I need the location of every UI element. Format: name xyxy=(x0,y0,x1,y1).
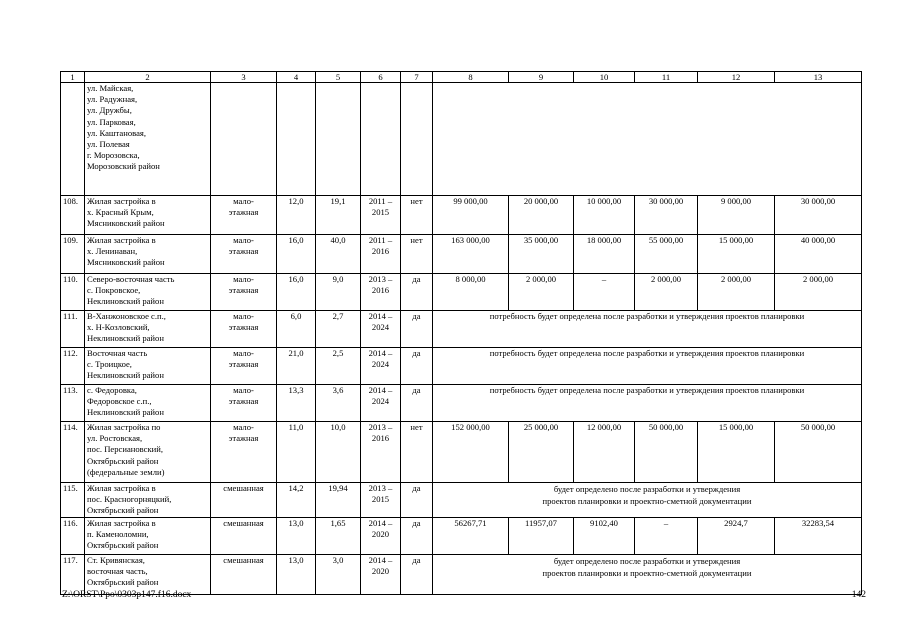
volume-value: 1,65 xyxy=(316,518,361,555)
status-value: да xyxy=(401,385,433,422)
line: смешанная xyxy=(223,483,264,493)
column-header: 5 xyxy=(316,72,361,83)
amount-c10: 10 000,00 xyxy=(574,196,635,235)
line: смешанная xyxy=(223,518,264,528)
line: 2014 – xyxy=(368,555,393,565)
amount-c13: 2 000,00 xyxy=(775,274,862,311)
line: В-Ханжоновское с.п., xyxy=(87,311,166,321)
column-header: 1 xyxy=(61,72,85,83)
status-value: нет xyxy=(401,235,433,274)
area-value: 14,2 xyxy=(277,483,316,518)
status-value: да xyxy=(401,555,433,595)
volume-value: 40,0 xyxy=(316,235,361,274)
column-header: 7 xyxy=(401,72,433,83)
amount-c13: 50 000,00 xyxy=(775,422,862,483)
line: Октябрьский район xyxy=(87,455,159,466)
line: 2013 – xyxy=(368,274,393,284)
object-name xyxy=(85,274,211,311)
amount-c11: 50 000,00 xyxy=(635,422,698,483)
amount-c11: 55 000,00 xyxy=(635,235,698,274)
status-value: нет xyxy=(401,196,433,235)
row-number: 108. xyxy=(61,196,85,235)
table-row xyxy=(61,483,862,518)
building-type xyxy=(211,311,277,348)
status-value: да xyxy=(401,311,433,348)
table-row xyxy=(61,196,862,235)
object-name xyxy=(85,518,211,555)
line: с. Федоровка, xyxy=(87,385,137,395)
row-number: 113. xyxy=(61,385,85,422)
line: будет определено после разработки и утверждения xyxy=(553,484,741,494)
line: 2014 – xyxy=(368,518,393,528)
row-number: 115. xyxy=(61,483,85,518)
line: ул. Каштановая, xyxy=(87,127,146,138)
column-header: 2 xyxy=(85,72,211,83)
line: этажная xyxy=(228,322,259,333)
line: с. Троицкое, xyxy=(87,359,132,370)
amount-c13: 40 000,00 xyxy=(775,235,862,274)
line: пос. Персиановский, xyxy=(87,444,164,455)
amount-c8: 99 000,00 xyxy=(433,196,509,235)
line: пос. Красногорняцкий, xyxy=(87,494,172,505)
line: х. Красный Крым, xyxy=(87,207,154,218)
line: Жилая застройка в xyxy=(87,518,156,528)
line: этажная xyxy=(228,433,259,444)
volume-value: 3,6 xyxy=(316,385,361,422)
table-row xyxy=(61,555,862,595)
area-value: 13,3 xyxy=(277,385,316,422)
column-header: 3 xyxy=(211,72,277,83)
line: смешанная xyxy=(223,555,264,565)
line: ул. Дружбы, xyxy=(87,105,132,116)
amount-c8: 56267,71 xyxy=(433,518,509,555)
line: мало- xyxy=(233,196,254,206)
period xyxy=(361,196,401,235)
amount-c10: 9102,40 xyxy=(574,518,635,555)
amount-c9: 35 000,00 xyxy=(509,235,574,274)
status-value: да xyxy=(401,483,433,518)
building-type xyxy=(211,422,277,483)
column-header: 9 xyxy=(509,72,574,83)
object-name xyxy=(85,483,211,518)
building-type xyxy=(211,555,277,595)
row-number: 117. xyxy=(61,555,85,595)
line: Октябрьский район xyxy=(87,577,159,588)
line: ул. Парковая, xyxy=(87,116,136,127)
line: 2013 – xyxy=(368,483,393,493)
volume-value: 2,7 xyxy=(316,311,361,348)
area-value: 16,0 xyxy=(277,274,316,311)
line: 2024 xyxy=(371,359,390,370)
column-header: 12 xyxy=(698,72,775,83)
line: Неклиновский район xyxy=(87,296,164,307)
line: 2014 – xyxy=(368,311,393,321)
table-row xyxy=(61,235,862,274)
volume-value: 2,5 xyxy=(316,348,361,385)
status-value: нет xyxy=(401,422,433,483)
area-value: 16,0 xyxy=(277,235,316,274)
amount-c8: 163 000,00 xyxy=(433,235,509,274)
area-value: 13,0 xyxy=(277,555,316,595)
line: 2016 xyxy=(371,246,390,257)
period xyxy=(361,274,401,311)
building-type xyxy=(211,518,277,555)
amount-c8: 8 000,00 xyxy=(433,274,509,311)
line: Жилая застройка в xyxy=(87,196,156,206)
building-type xyxy=(211,196,277,235)
object-name xyxy=(85,385,211,422)
status-value: да xyxy=(401,348,433,385)
amount-c13: 30 000,00 xyxy=(775,196,862,235)
note-text xyxy=(433,483,862,518)
line: Жилая застройка по xyxy=(87,422,161,432)
line: Октябрьский район xyxy=(87,540,159,551)
line: этажная xyxy=(228,285,259,296)
line: Федоровское с.п., xyxy=(87,396,152,407)
line: мало- xyxy=(233,311,254,321)
line: мало- xyxy=(233,422,254,432)
line: Неклиновский район xyxy=(87,370,164,381)
status-value: да xyxy=(401,274,433,311)
amount-c12: 15 000,00 xyxy=(698,235,775,274)
page-number: 142 xyxy=(851,590,866,600)
line: этажная xyxy=(228,359,259,370)
line: 2020 xyxy=(371,566,390,577)
line: х. Ленинаван, xyxy=(87,246,138,257)
column-header: 13 xyxy=(775,72,862,83)
line: 2016 xyxy=(371,433,390,444)
line: 2011 – xyxy=(368,196,393,206)
amount-c8: 152 000,00 xyxy=(433,422,509,483)
status-value: да xyxy=(401,518,433,555)
amount-c12: 15 000,00 xyxy=(698,422,775,483)
line: Неклиновский район xyxy=(87,407,164,418)
line: 2011 – xyxy=(368,235,393,245)
line: (федеральные земли) xyxy=(87,466,165,477)
volume-value: 19,94 xyxy=(316,483,361,518)
line: Жилая застройка в xyxy=(87,483,156,493)
line: 2015 xyxy=(371,494,390,505)
line: с. Покровское, xyxy=(87,285,141,296)
line: восточная часть, xyxy=(87,566,148,577)
amount-c9: 2 000,00 xyxy=(509,274,574,311)
table-row xyxy=(61,385,862,422)
line: этажная xyxy=(228,246,259,257)
line: Октябрьский район xyxy=(87,505,159,516)
line: Ст. Кривянская, xyxy=(87,555,145,565)
line: этажная xyxy=(228,207,259,218)
line: 2014 – xyxy=(368,385,393,395)
object-name xyxy=(85,83,211,196)
file-path: Z:\ORST\Ppo\0303p147.f16.docx xyxy=(62,590,192,600)
note-text: потребность будет определена после разработки и утверждения проектов планировки xyxy=(433,348,862,385)
line: п. Каменоломни, xyxy=(87,529,149,540)
period xyxy=(361,555,401,595)
amount-c11: – xyxy=(635,518,698,555)
row-number: 116. xyxy=(61,518,85,555)
line: 2020 xyxy=(371,529,390,540)
line: этажная xyxy=(228,396,259,407)
row-number: 110. xyxy=(61,274,85,311)
period xyxy=(361,348,401,385)
column-header: 11 xyxy=(635,72,698,83)
amount-c9: 20 000,00 xyxy=(509,196,574,235)
table-row xyxy=(61,422,862,483)
object-name xyxy=(85,311,211,348)
table-row xyxy=(61,311,862,348)
column-header: 8 xyxy=(433,72,509,83)
building-type xyxy=(211,274,277,311)
row-number: 112. xyxy=(61,348,85,385)
amount-c9: 25 000,00 xyxy=(509,422,574,483)
amount-c10: 12 000,00 xyxy=(574,422,635,483)
line: мало- xyxy=(233,235,254,245)
line: ул. Радужная, xyxy=(87,94,138,105)
amount-c11: 30 000,00 xyxy=(635,196,698,235)
period xyxy=(361,385,401,422)
amount-c10: – xyxy=(574,274,635,311)
area-value: 6,0 xyxy=(277,311,316,348)
header-row xyxy=(61,72,862,83)
line: 2024 xyxy=(371,322,390,333)
note-text xyxy=(433,555,862,595)
row-number: 109. xyxy=(61,235,85,274)
table-row xyxy=(61,274,862,311)
line: 2024 xyxy=(371,396,390,407)
row-number: 114. xyxy=(61,422,85,483)
column-header: 6 xyxy=(361,72,401,83)
line: Северо-восточная часть xyxy=(87,274,175,284)
note-text: потребность будет определена после разработки и утверждения проектов планировки xyxy=(433,385,862,422)
volume-value: 3,0 xyxy=(316,555,361,595)
area-value: 13,0 xyxy=(277,518,316,555)
amount-c11: 2 000,00 xyxy=(635,274,698,311)
line: мало- xyxy=(233,348,254,358)
amount-c13: 32283,54 xyxy=(775,518,862,555)
line: ул. Ростовская, xyxy=(87,433,143,444)
line: мало- xyxy=(233,274,254,284)
note-text: потребность будет определена после разработки и утверждения проектов планировки xyxy=(433,311,862,348)
period xyxy=(361,311,401,348)
table-row xyxy=(61,348,862,385)
column-header: 4 xyxy=(277,72,316,83)
object-name xyxy=(85,555,211,595)
table-row xyxy=(61,83,862,196)
area-value: 11,0 xyxy=(277,422,316,483)
line: проектов планировки и проектно-сметной документации xyxy=(542,496,752,506)
line: 2014 – xyxy=(368,348,393,358)
line: 2016 xyxy=(371,285,390,296)
line: проектов планировки и проектно-сметной документации xyxy=(542,568,752,578)
line: Жилая застройка в xyxy=(87,235,156,245)
object-name xyxy=(85,235,211,274)
amount-c10: 18 000,00 xyxy=(574,235,635,274)
amount-c12: 2 000,00 xyxy=(698,274,775,311)
line: мало- xyxy=(233,385,254,395)
period xyxy=(361,422,401,483)
line: Мясниковский район xyxy=(87,257,165,268)
object-name xyxy=(85,422,211,483)
line: ул. Майская, xyxy=(87,83,134,93)
line: Неклиновский район xyxy=(87,333,164,344)
line: ул. Полевая xyxy=(87,139,130,150)
row-number: 111. xyxy=(61,311,85,348)
area-value: 12,0 xyxy=(277,196,316,235)
line: будет определено после разработки и утверждения xyxy=(553,556,741,566)
line: Мясниковский район xyxy=(87,218,165,229)
amount-c9: 11957,07 xyxy=(509,518,574,555)
period xyxy=(361,235,401,274)
line: Восточная часть xyxy=(87,348,148,358)
investment-table xyxy=(60,71,862,595)
area-value: 21,0 xyxy=(277,348,316,385)
line: г. Морозовска, xyxy=(87,150,140,161)
line: х. Н-Козловский, xyxy=(87,322,150,333)
object-name xyxy=(85,196,211,235)
volume-value: 9,0 xyxy=(316,274,361,311)
volume-value: 19,1 xyxy=(316,196,361,235)
line: Морозовский район xyxy=(87,161,160,172)
object-name xyxy=(85,348,211,385)
building-type xyxy=(211,235,277,274)
line: 2015 xyxy=(371,207,390,218)
amount-c12: 9 000,00 xyxy=(698,196,775,235)
column-header: 10 xyxy=(574,72,635,83)
line: 2013 – xyxy=(368,422,393,432)
amount-c12: 2924,7 xyxy=(698,518,775,555)
building-type xyxy=(211,348,277,385)
volume-value: 10,0 xyxy=(316,422,361,483)
building-type xyxy=(211,385,277,422)
row-number xyxy=(61,83,85,196)
building-type xyxy=(211,483,277,518)
period xyxy=(361,518,401,555)
table-row xyxy=(61,518,862,555)
period xyxy=(361,483,401,518)
